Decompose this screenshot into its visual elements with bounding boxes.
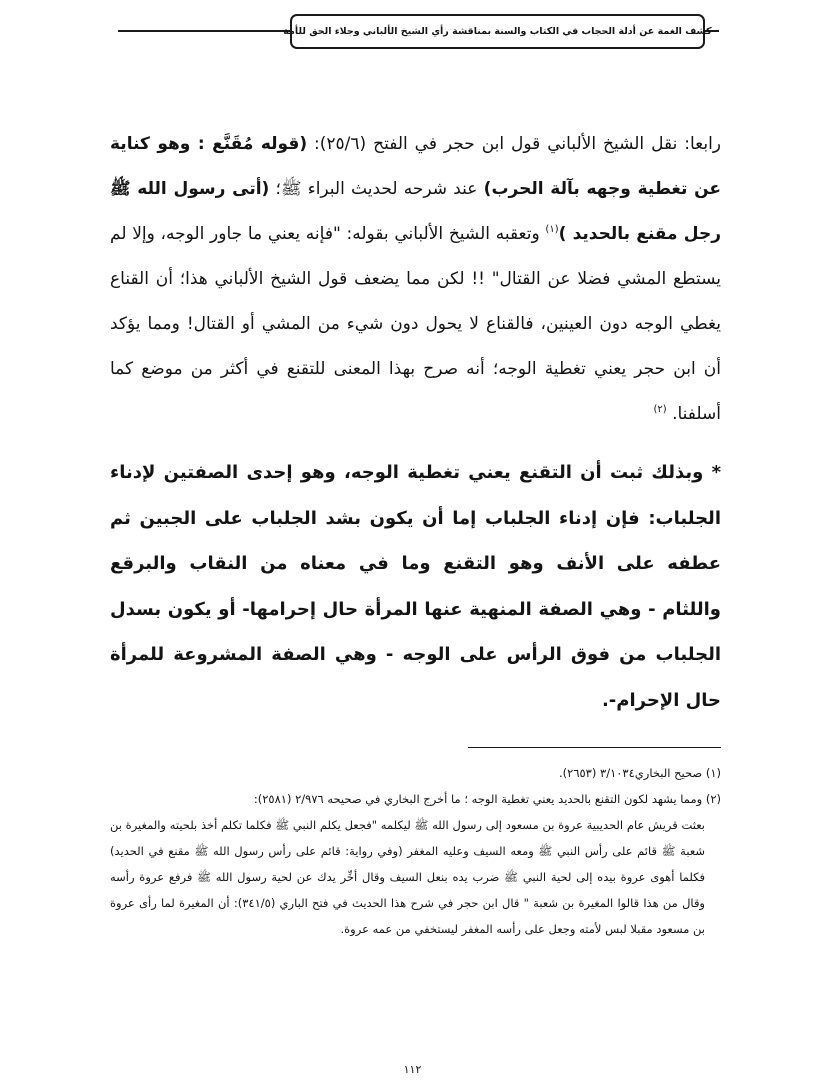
- para2-text: * وبذلك ثبت أن التقنع يعني تغطية الوجه، وهو إحدى الصفتين لإدناء الجلباب: فإن إدناء الجلباب إما أن يكون بشد الجلباب على الجبين ثم عطفه على الأنف وهو التقنع وما في معناه من النقاب والبرقع واللثام - وهي الصفة المنهية عنها المرأة حال إحرامها- أو يكون بسدل الجلباب من فوق الرأس على الوجه - وهي الصفة المشروعة للمرأة حال الإحرام-.: [110, 462, 721, 711]
- header-rule-left: [118, 30, 290, 32]
- footnote-2-body: بعثت قريش عام الحديبية عروة بن مسعود إلى رسول الله ﷺ ليكلمه "فجعل يكلم النبي ﷺ فكلما تكلم أخذ بلحيته والمغيرة بن شعبة ﷺ قائم على رأس النبي ﷺ ومعه السيف وعليه المغفر (وفي رواية: قائم على رأس رسول الله ﷺ مقنع في الحديد) فكلما أهوى عروة بيده إلى لحية النبي ﷺ ضرب يده بنعل السيف وقال أخِّر يدك عن لحية رسول الله ﷺ فرفع عروة رأسه وقال من هذا قالوا المغيرة بن شعبة " قال ابن حجر في شرح هذا الحديث في فتح الباري (٣٤١/٥): أن المغيرة لما رأى عروة بن مسعود مقبلا لبس لأمته وجعل على رأسه المغفر ليستخفي من عمه عروة.: [110, 818, 705, 936]
- para1-body: وتعقبه الشيخ الألباني بقوله: "فإنه يعني ما جاور الوجه، وإلا لم يستطع المشي فضلا عن القتال" !! لكن مما يضعف قول الشيخ الألباني هذا؛ أن القناع يغطي الوجه دون العينين، فالقناع لا يحول دون شيء من المشي أو القتال! ومما يؤكد أن ابن حجر يعني تغطية الوجه؛ أنه صرح بهذا المعنى للتقنع في أكثر من موضع كما أسلفنا.: [110, 224, 721, 424]
- para1-hadith-quote: (أتى رسول الله ﷺ رجل مقنع بالحديد ): [110, 179, 721, 244]
- para1-lead: رابعا: نقل الشيخ الألباني قول ابن حجر في الفتح (٢٥/٦):: [307, 134, 722, 154]
- para1-mid: عند شرحه لحديث البراء ﷺ؛: [269, 179, 484, 199]
- footnote-1: (١) صحيح البخاري٣/١٠٣٤ (٢٦٥٣).: [558, 766, 721, 780]
- page-number: ١١٢: [403, 1063, 422, 1076]
- paragraph-conclusion: [110, 450, 721, 723]
- running-header: [283, 14, 712, 49]
- footnote-ref-1: (١): [545, 224, 559, 235]
- footnote-divider: [468, 747, 721, 748]
- para1-quote-fath: (قوله مُقَنَّع : وهو كناية عن تغطية وجهه بآلة الحرب): [110, 134, 722, 199]
- footnote-2-heading: (٢) ومما يشهد لكون التقنع بالحديد يعني تغطية الوجه ؛ ما أخرج البخاري في صحيحه ٢/٩٧٦ (٢٥٨١):: [253, 792, 721, 806]
- footnote-ref-2: (٢): [653, 404, 667, 415]
- paragraph-rabian: [110, 122, 721, 437]
- running-header-title: كشف الغمة عن أدلة الحجاب في الكتاب والسنة بمناقشة رأي الشيخ الألباني وجلاء الحق للأمة: [283, 26, 712, 37]
- footnotes: [110, 760, 721, 942]
